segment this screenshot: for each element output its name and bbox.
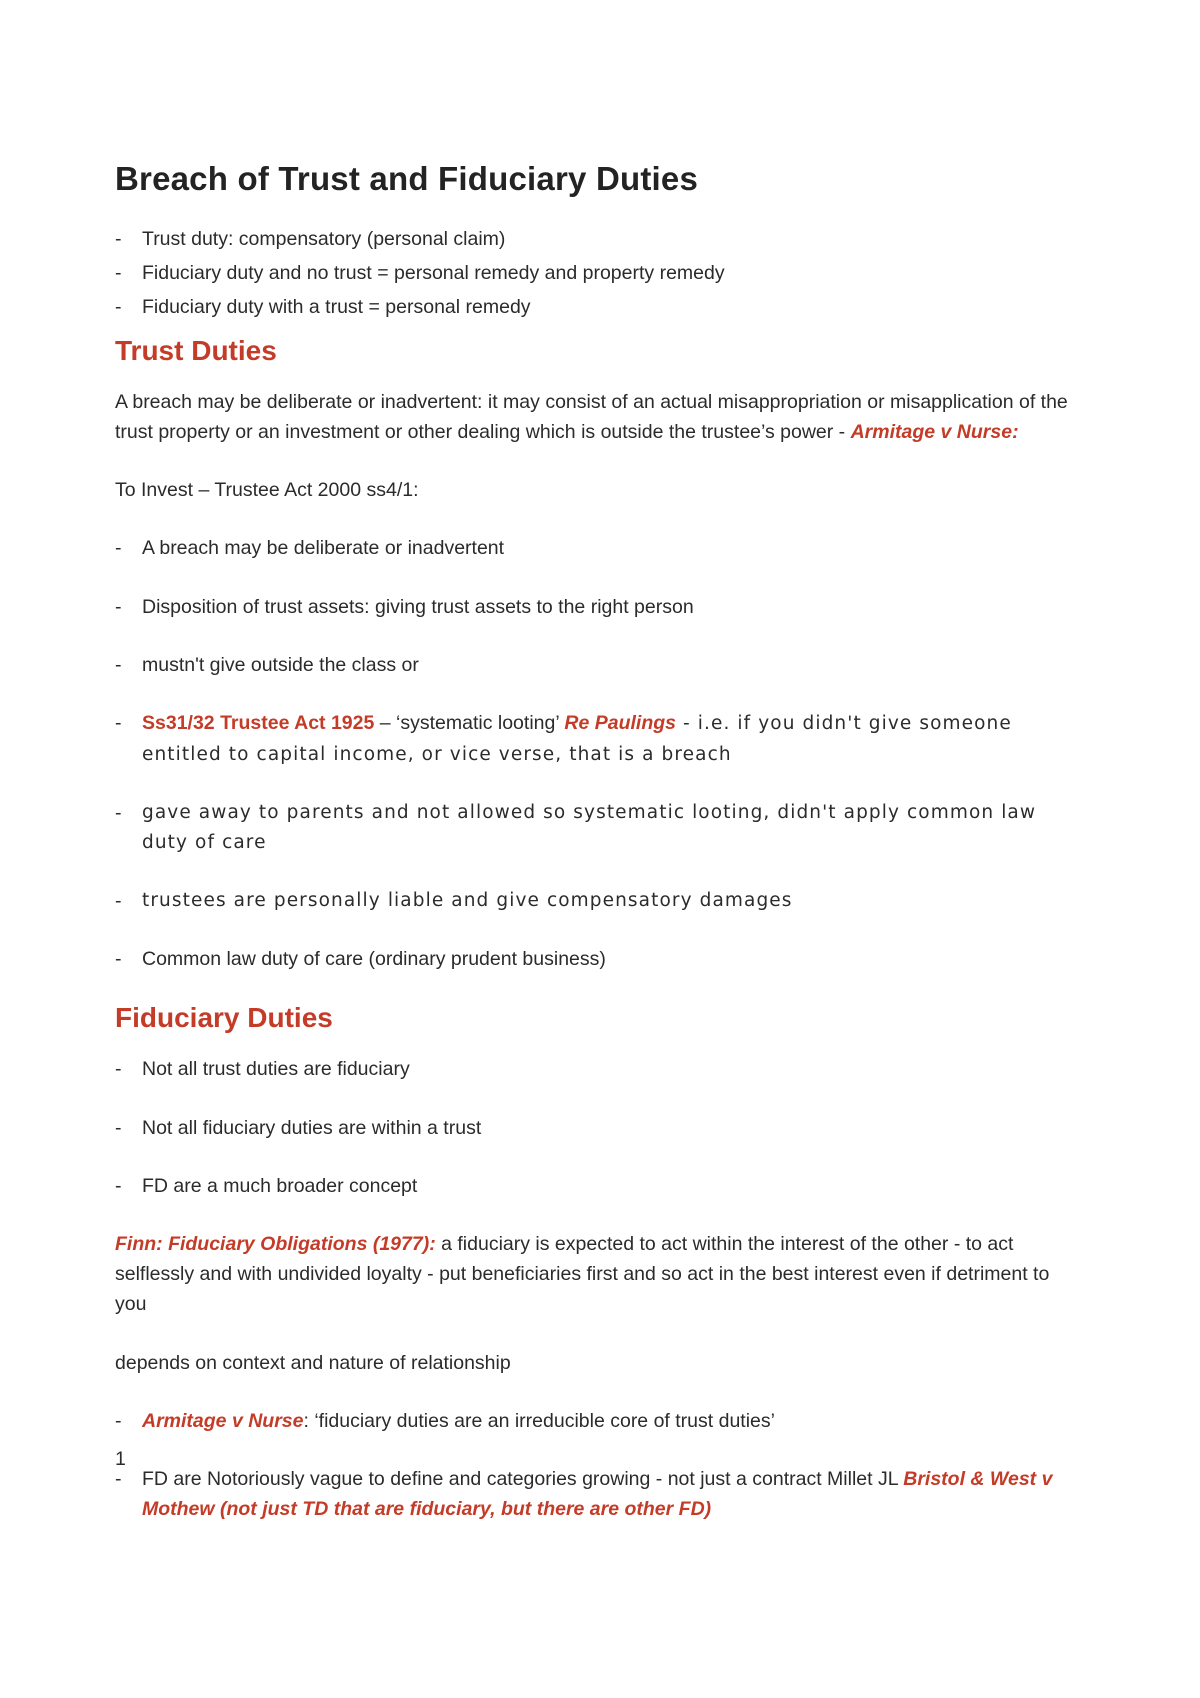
list-item — [115, 258, 1085, 288]
list-item — [115, 1113, 1085, 1143]
section-heading-fiduciary-duties: Fiduciary Duties — [115, 1002, 333, 1034]
case-reference: Bristol & West v Mothew (not just TD that are fiduciary, but there are other FD) — [142, 1468, 1053, 1521]
list-item — [115, 944, 1085, 974]
intro-list — [115, 224, 1085, 323]
case-reference: Armitage v Nurse: — [850, 420, 1019, 443]
text-run: FD are Notoriously vague to define and categories growing - not just a contract Millet JL — [142, 1468, 904, 1491]
text-run: - Common law duty of care (ordinary prudent business) — [142, 948, 606, 971]
text-wrap — [142, 708, 1085, 770]
document-content — [115, 160, 1085, 1552]
text-run: - Disposition of trust assets: giving trust assets to the right person — [142, 595, 694, 618]
case-reference: Armitage v Nurse — [142, 1409, 304, 1432]
text-run: - FD are a much broader concept — [142, 1174, 418, 1197]
list-item — [115, 1054, 1085, 1084]
text-run: – ‘systematic looting’ — [374, 711, 565, 734]
text-run: a fiduciary is expected to act within the interest of the other - to act selflessly and with undivided loyalty - put beneficiaries first and so act in the best interest even if detriment to you — [115, 1232, 1050, 1316]
list-item — [115, 798, 1085, 858]
paragraph-breach — [115, 387, 1085, 447]
text-run: A breach may be deliberate or inadvertent: it may consist of an actual misappropriation or misapplication of the trust property or an investment or other dealing which is outside the trustee’s power - — [115, 390, 1068, 443]
text-run: - Not all fiduciary duties are within a trust — [142, 1116, 482, 1139]
text-run: - Fiduciary duty and no trust = personal remedy and property remedy — [142, 262, 725, 285]
closing-list — [115, 1406, 1085, 1525]
text-run: - trustees are personally liable and give compensatory damages — [142, 889, 793, 911]
fiduciary-duties-list — [115, 1054, 1085, 1201]
text-run: - i.e. if you didn't give someone entitled to capital income, or vice verse, that is a breach — [142, 712, 1012, 765]
text-run: - Fiduciary duty with a trust = personal remedy — [142, 296, 531, 319]
text-wrap — [142, 1406, 775, 1436]
list-item — [115, 708, 1085, 770]
list-item — [115, 1171, 1085, 1201]
text-wrap — [142, 1464, 1085, 1524]
list-item — [115, 224, 1085, 254]
paragraph-context: depends on context and nature of relationship — [115, 1351, 511, 1374]
text-run: - Trust duty: compensatory (personal claim) — [142, 228, 506, 250]
list-item — [115, 886, 1085, 916]
statute-reference: Ss31/32 Trustee Act 1925 — [142, 711, 375, 734]
list-item — [115, 1406, 1085, 1436]
paragraph-invest: To Invest – Trustee Act 2000 ss4/1: — [115, 479, 419, 502]
case-reference: Re Paulings — [564, 711, 676, 734]
page-number: 1 — [115, 1448, 126, 1470]
list-item — [115, 292, 1085, 322]
list-item — [115, 533, 1085, 563]
text-run: - Not all trust duties are fiduciary — [142, 1058, 410, 1081]
text-run: : ‘fiduciary duties are an irreducible core of trust duties’ — [303, 1409, 775, 1432]
text-run: - gave away to parents and not allowed so systematic looting, didn't apply common law duty of care — [142, 801, 1037, 853]
list-item — [115, 592, 1085, 622]
trust-duties-list — [115, 533, 1085, 974]
case-reference: Finn: Fiduciary Obligations (1977): — [115, 1232, 436, 1255]
list-item — [115, 650, 1085, 680]
text-run: - A breach may be deliberate or inadvertent — [142, 537, 505, 560]
section-heading-trust-duties: Trust Duties — [115, 334, 277, 366]
list-item — [115, 1464, 1085, 1524]
text-run: - mustn't give outside the class or — [142, 653, 419, 676]
doc-title: Breach of Trust and Fiduciary Duties — [115, 160, 698, 197]
paragraph-finn — [115, 1229, 1085, 1320]
